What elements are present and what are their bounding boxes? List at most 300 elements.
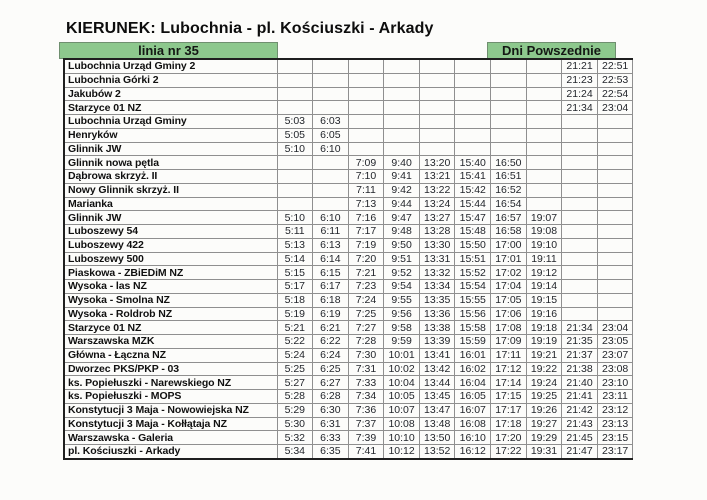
time-cell: 5:05: [277, 128, 313, 142]
time-cell: 5:27: [277, 376, 313, 390]
time-cell: 13:30: [419, 238, 455, 252]
timetable: [63, 58, 633, 460]
time-cell: 17:15: [491, 390, 527, 404]
time-cell: 17:11: [491, 348, 527, 362]
empty-time-cell: [277, 183, 313, 197]
empty-time-cell: [491, 59, 527, 73]
empty-time-cell: [562, 211, 598, 225]
time-cell: 19:11: [526, 252, 562, 266]
time-cell: 10:05: [384, 390, 420, 404]
time-cell: 23:05: [597, 335, 633, 349]
time-cell: 23:08: [597, 362, 633, 376]
time-cell: 7:27: [348, 321, 384, 335]
time-cell: 7:19: [348, 238, 384, 252]
time-cell: 6:28: [313, 390, 349, 404]
time-cell: 9:59: [384, 335, 420, 349]
empty-time-cell: [491, 128, 527, 142]
table-row: [64, 115, 633, 129]
empty-time-cell: [419, 73, 455, 87]
time-cell: 23:04: [597, 321, 633, 335]
stop-name-cell: Glinnik JW: [64, 142, 277, 156]
table-row: [64, 431, 633, 445]
time-cell: 13:27: [419, 211, 455, 225]
time-cell: 15:42: [455, 183, 491, 197]
time-cell: 19:15: [526, 293, 562, 307]
empty-time-cell: [313, 101, 349, 115]
time-cell: 15:50: [455, 238, 491, 252]
stop-name-cell: Warszawska - Galeria: [64, 431, 277, 445]
stop-name-cell: Wysoka - las NZ: [64, 280, 277, 294]
empty-time-cell: [491, 87, 527, 101]
stop-name-cell: Luboszewy 54: [64, 225, 277, 239]
table-row: [64, 87, 633, 101]
empty-time-cell: [419, 101, 455, 115]
time-cell: 16:04: [455, 376, 491, 390]
time-cell: 13:35: [419, 293, 455, 307]
time-cell: 9:48: [384, 225, 420, 239]
empty-time-cell: [597, 115, 633, 129]
time-cell: 7:23: [348, 280, 384, 294]
time-cell: 5:28: [277, 390, 313, 404]
time-cell: 21:24: [562, 87, 598, 101]
empty-time-cell: [597, 238, 633, 252]
empty-time-cell: [313, 87, 349, 101]
time-cell: 13:50: [419, 431, 455, 445]
time-cell: 9:54: [384, 280, 420, 294]
time-cell: 17:22: [491, 445, 527, 459]
stop-name-cell: Główna - Łączna NZ: [64, 348, 277, 362]
line-number-label: linia nr 35: [138, 43, 199, 58]
empty-time-cell: [562, 183, 598, 197]
empty-time-cell: [562, 197, 598, 211]
time-cell: 6:14: [313, 252, 349, 266]
table-row: [64, 73, 633, 87]
empty-time-cell: [277, 59, 313, 73]
time-cell: 19:25: [526, 390, 562, 404]
empty-time-cell: [597, 197, 633, 211]
time-cell: 16:54: [491, 197, 527, 211]
time-cell: 21:47: [562, 445, 598, 459]
time-cell: 17:12: [491, 362, 527, 376]
empty-time-cell: [277, 87, 313, 101]
empty-time-cell: [562, 293, 598, 307]
empty-time-cell: [562, 225, 598, 239]
time-cell: 6:13: [313, 238, 349, 252]
time-cell: 7:41: [348, 445, 384, 459]
time-cell: 16:50: [491, 156, 527, 170]
time-cell: 22:53: [597, 73, 633, 87]
time-cell: 6:17: [313, 280, 349, 294]
stop-name-cell: Starzyce 01 NZ: [64, 101, 277, 115]
time-cell: 17:14: [491, 376, 527, 390]
time-cell: 15:52: [455, 266, 491, 280]
time-cell: 13:48: [419, 417, 455, 431]
empty-time-cell: [348, 128, 384, 142]
time-cell: 19:22: [526, 362, 562, 376]
time-cell: 9:44: [384, 197, 420, 211]
time-cell: 9:55: [384, 293, 420, 307]
time-cell: 16:02: [455, 362, 491, 376]
stop-name-cell: Luboszewy 422: [64, 238, 277, 252]
empty-time-cell: [562, 252, 598, 266]
time-cell: 21:34: [562, 101, 598, 115]
time-cell: 13:24: [419, 197, 455, 211]
time-cell: 19:16: [526, 307, 562, 321]
time-cell: 13:45: [419, 390, 455, 404]
stop-name-cell: Wysoka - Smolna NZ: [64, 293, 277, 307]
time-cell: 21:38: [562, 362, 598, 376]
stop-name-cell: Lubochnia Urząd Gminy 2: [64, 59, 277, 73]
table-row: [64, 362, 633, 376]
empty-time-cell: [455, 115, 491, 129]
time-cell: 19:07: [526, 211, 562, 225]
empty-time-cell: [384, 128, 420, 142]
time-cell: 21:21: [562, 59, 598, 73]
time-cell: 10:02: [384, 362, 420, 376]
stop-name-cell: Lubochnia Urząd Gminy: [64, 115, 277, 129]
time-cell: 19:12: [526, 266, 562, 280]
time-cell: 5:21: [277, 321, 313, 335]
table-row: [64, 321, 633, 335]
stop-name-cell: ks. Popiełuszki - MOPS: [64, 390, 277, 404]
empty-time-cell: [277, 156, 313, 170]
time-cell: 17:01: [491, 252, 527, 266]
empty-time-cell: [277, 197, 313, 211]
empty-time-cell: [384, 73, 420, 87]
empty-time-cell: [384, 101, 420, 115]
stop-name-cell: Konstytucji 3 Maja - Nowowiejska NZ: [64, 403, 277, 417]
table-row: [64, 280, 633, 294]
time-cell: 13:39: [419, 335, 455, 349]
stop-name-cell: Dąbrowa skrzyż. II: [64, 170, 277, 184]
table-row: [64, 417, 633, 431]
stop-name-cell: Warszawska MZK: [64, 335, 277, 349]
time-cell: 6:21: [313, 321, 349, 335]
time-cell: 6:15: [313, 266, 349, 280]
time-cell: 9:40: [384, 156, 420, 170]
table-row: [64, 266, 633, 280]
stop-name-cell: Marianka: [64, 197, 277, 211]
stop-name-cell: Nowy Glinnik skrzyż. II: [64, 183, 277, 197]
time-cell: 19:21: [526, 348, 562, 362]
empty-time-cell: [597, 183, 633, 197]
empty-time-cell: [597, 225, 633, 239]
empty-time-cell: [313, 170, 349, 184]
weekday-header: [487, 42, 616, 59]
line-number-header: [59, 42, 278, 59]
empty-time-cell: [313, 59, 349, 73]
empty-time-cell: [277, 73, 313, 87]
time-cell: 17:00: [491, 238, 527, 252]
empty-time-cell: [526, 142, 562, 156]
time-cell: 22:51: [597, 59, 633, 73]
empty-time-cell: [455, 101, 491, 115]
empty-time-cell: [313, 156, 349, 170]
empty-time-cell: [419, 115, 455, 129]
table-row: [64, 183, 633, 197]
time-cell: 15:59: [455, 335, 491, 349]
empty-time-cell: [455, 128, 491, 142]
time-cell: 17:02: [491, 266, 527, 280]
empty-time-cell: [597, 293, 633, 307]
empty-time-cell: [348, 142, 384, 156]
time-cell: 17:06: [491, 307, 527, 321]
time-cell: 5:24: [277, 348, 313, 362]
stop-name-cell: Dworzec PKS/PKP - 03: [64, 362, 277, 376]
empty-time-cell: [348, 73, 384, 87]
empty-time-cell: [526, 197, 562, 211]
time-cell: 13:22: [419, 183, 455, 197]
time-cell: 13:20: [419, 156, 455, 170]
empty-time-cell: [597, 252, 633, 266]
empty-time-cell: [491, 115, 527, 129]
empty-time-cell: [562, 115, 598, 129]
time-cell: 9:52: [384, 266, 420, 280]
time-cell: 6:27: [313, 376, 349, 390]
time-cell: 5:10: [277, 211, 313, 225]
time-cell: 21:35: [562, 335, 598, 349]
time-cell: 7:16: [348, 211, 384, 225]
empty-time-cell: [526, 73, 562, 87]
time-cell: 7:33: [348, 376, 384, 390]
time-cell: 9:41: [384, 170, 420, 184]
time-cell: 13:47: [419, 403, 455, 417]
time-cell: 9:47: [384, 211, 420, 225]
time-cell: 6:35: [313, 445, 349, 459]
time-cell: 16:08: [455, 417, 491, 431]
time-cell: 9:42: [384, 183, 420, 197]
table-row: [64, 170, 633, 184]
time-cell: 7:21: [348, 266, 384, 280]
table-row: [64, 211, 633, 225]
time-cell: 23:11: [597, 390, 633, 404]
time-cell: 23:17: [597, 445, 633, 459]
time-cell: 7:20: [348, 252, 384, 266]
time-cell: 17:09: [491, 335, 527, 349]
empty-time-cell: [597, 280, 633, 294]
table-row: [64, 445, 633, 459]
empty-time-cell: [348, 59, 384, 73]
empty-time-cell: [384, 87, 420, 101]
time-cell: 23:07: [597, 348, 633, 362]
empty-time-cell: [348, 115, 384, 129]
time-cell: 13:36: [419, 307, 455, 321]
time-cell: 15:51: [455, 252, 491, 266]
time-cell: 19:27: [526, 417, 562, 431]
empty-time-cell: [348, 87, 384, 101]
time-cell: 21:40: [562, 376, 598, 390]
time-cell: 5:18: [277, 293, 313, 307]
empty-time-cell: [419, 142, 455, 156]
time-cell: 15:48: [455, 225, 491, 239]
time-cell: 19:10: [526, 238, 562, 252]
empty-time-cell: [419, 59, 455, 73]
empty-time-cell: [419, 87, 455, 101]
table-row: [64, 59, 633, 73]
time-cell: 5:11: [277, 225, 313, 239]
time-cell: 13:38: [419, 321, 455, 335]
time-cell: 23:10: [597, 376, 633, 390]
time-cell: 15:55: [455, 293, 491, 307]
time-cell: 17:05: [491, 293, 527, 307]
empty-time-cell: [455, 142, 491, 156]
time-cell: 7:13: [348, 197, 384, 211]
time-cell: 17:04: [491, 280, 527, 294]
stop-name-cell: ks. Popiełuszki - Narewskiego NZ: [64, 376, 277, 390]
time-cell: 13:42: [419, 362, 455, 376]
time-cell: 17:08: [491, 321, 527, 335]
time-cell: 5:03: [277, 115, 313, 129]
table-row: [64, 307, 633, 321]
time-cell: 19:19: [526, 335, 562, 349]
time-cell: 19:29: [526, 431, 562, 445]
time-cell: 13:32: [419, 266, 455, 280]
time-cell: 7:36: [348, 403, 384, 417]
time-cell: 21:43: [562, 417, 598, 431]
time-cell: 7:30: [348, 348, 384, 362]
table-row: [64, 225, 633, 239]
empty-time-cell: [526, 183, 562, 197]
time-cell: 6:11: [313, 225, 349, 239]
empty-time-cell: [597, 142, 633, 156]
time-cell: 15:47: [455, 211, 491, 225]
stop-name-cell: Glinnik nowa pętla: [64, 156, 277, 170]
time-cell: 6:18: [313, 293, 349, 307]
table-row: [64, 142, 633, 156]
time-cell: 6:03: [313, 115, 349, 129]
stop-name-cell: Wysoka - Roldrob NZ: [64, 307, 277, 321]
time-cell: 7:25: [348, 307, 384, 321]
time-cell: 7:28: [348, 335, 384, 349]
table-row: [64, 156, 633, 170]
table-row: [64, 348, 633, 362]
empty-time-cell: [491, 101, 527, 115]
time-cell: 6:30: [313, 403, 349, 417]
table-row: [64, 335, 633, 349]
table-row: [64, 101, 633, 115]
empty-time-cell: [526, 59, 562, 73]
table-row: [64, 197, 633, 211]
time-cell: 7:34: [348, 390, 384, 404]
time-cell: 5:22: [277, 335, 313, 349]
time-cell: 10:04: [384, 376, 420, 390]
empty-time-cell: [455, 73, 491, 87]
time-cell: 13:41: [419, 348, 455, 362]
time-cell: 10:07: [384, 403, 420, 417]
empty-time-cell: [491, 73, 527, 87]
time-cell: 13:21: [419, 170, 455, 184]
time-cell: 23:15: [597, 431, 633, 445]
empty-time-cell: [597, 266, 633, 280]
stop-name-cell: pl. Kościuszki - Arkady: [64, 445, 277, 459]
empty-time-cell: [526, 115, 562, 129]
stop-name-cell: Lubochnia Górki 2: [64, 73, 277, 87]
table-row: [64, 128, 633, 142]
empty-time-cell: [526, 87, 562, 101]
timetable-body: [64, 59, 633, 459]
empty-time-cell: [597, 170, 633, 184]
time-cell: 5:30: [277, 417, 313, 431]
time-cell: 9:51: [384, 252, 420, 266]
stop-name-cell: Jakubów 2: [64, 87, 277, 101]
time-cell: 6:31: [313, 417, 349, 431]
stop-name-cell: Starzyce 01 NZ: [64, 321, 277, 335]
time-cell: 21:23: [562, 73, 598, 87]
time-cell: 10:10: [384, 431, 420, 445]
time-cell: 13:34: [419, 280, 455, 294]
time-cell: 17:20: [491, 431, 527, 445]
page-title: KIERUNEK: Lubochnia - pl. Kościuszki - Arkady: [66, 20, 434, 37]
time-cell: 10:01: [384, 348, 420, 362]
time-cell: 21:45: [562, 431, 598, 445]
empty-time-cell: [455, 87, 491, 101]
time-cell: 6:10: [313, 211, 349, 225]
stop-name-cell: Henryków: [64, 128, 277, 142]
time-cell: 6:25: [313, 362, 349, 376]
time-cell: 21:37: [562, 348, 598, 362]
time-cell: 5:29: [277, 403, 313, 417]
empty-time-cell: [455, 59, 491, 73]
time-cell: 9:58: [384, 321, 420, 335]
stop-name-cell: Konstytucji 3 Maja - Kołłątaja NZ: [64, 417, 277, 431]
time-cell: 16:51: [491, 170, 527, 184]
time-cell: 7:31: [348, 362, 384, 376]
table-row: [64, 238, 633, 252]
empty-time-cell: [562, 170, 598, 184]
time-cell: 7:09: [348, 156, 384, 170]
time-cell: 16:10: [455, 431, 491, 445]
stop-name-cell: Luboszewy 500: [64, 252, 277, 266]
time-cell: 16:52: [491, 183, 527, 197]
empty-time-cell: [491, 142, 527, 156]
empty-time-cell: [313, 183, 349, 197]
time-cell: 5:13: [277, 238, 313, 252]
table-row: [64, 403, 633, 417]
time-cell: 6:33: [313, 431, 349, 445]
time-cell: 6:22: [313, 335, 349, 349]
weekday-label: Dni Powszednie: [502, 43, 601, 58]
empty-time-cell: [562, 280, 598, 294]
time-cell: 15:56: [455, 307, 491, 321]
time-cell: 5:19: [277, 307, 313, 321]
time-cell: 13:44: [419, 376, 455, 390]
time-cell: 5:32: [277, 431, 313, 445]
empty-time-cell: [562, 266, 598, 280]
table-row: [64, 252, 633, 266]
time-cell: 16:07: [455, 403, 491, 417]
empty-time-cell: [597, 211, 633, 225]
time-cell: 19:18: [526, 321, 562, 335]
time-cell: 7:24: [348, 293, 384, 307]
empty-time-cell: [597, 307, 633, 321]
empty-time-cell: [526, 156, 562, 170]
time-cell: 7:11: [348, 183, 384, 197]
time-cell: 5:14: [277, 252, 313, 266]
time-cell: 17:17: [491, 403, 527, 417]
time-cell: 7:17: [348, 225, 384, 239]
time-cell: 19:26: [526, 403, 562, 417]
empty-time-cell: [277, 170, 313, 184]
time-cell: 23:04: [597, 101, 633, 115]
time-cell: 5:25: [277, 362, 313, 376]
time-cell: 21:42: [562, 403, 598, 417]
empty-time-cell: [526, 170, 562, 184]
time-cell: 15:44: [455, 197, 491, 211]
table-row: [64, 376, 633, 390]
time-cell: 21:41: [562, 390, 598, 404]
empty-time-cell: [562, 142, 598, 156]
time-cell: 7:10: [348, 170, 384, 184]
